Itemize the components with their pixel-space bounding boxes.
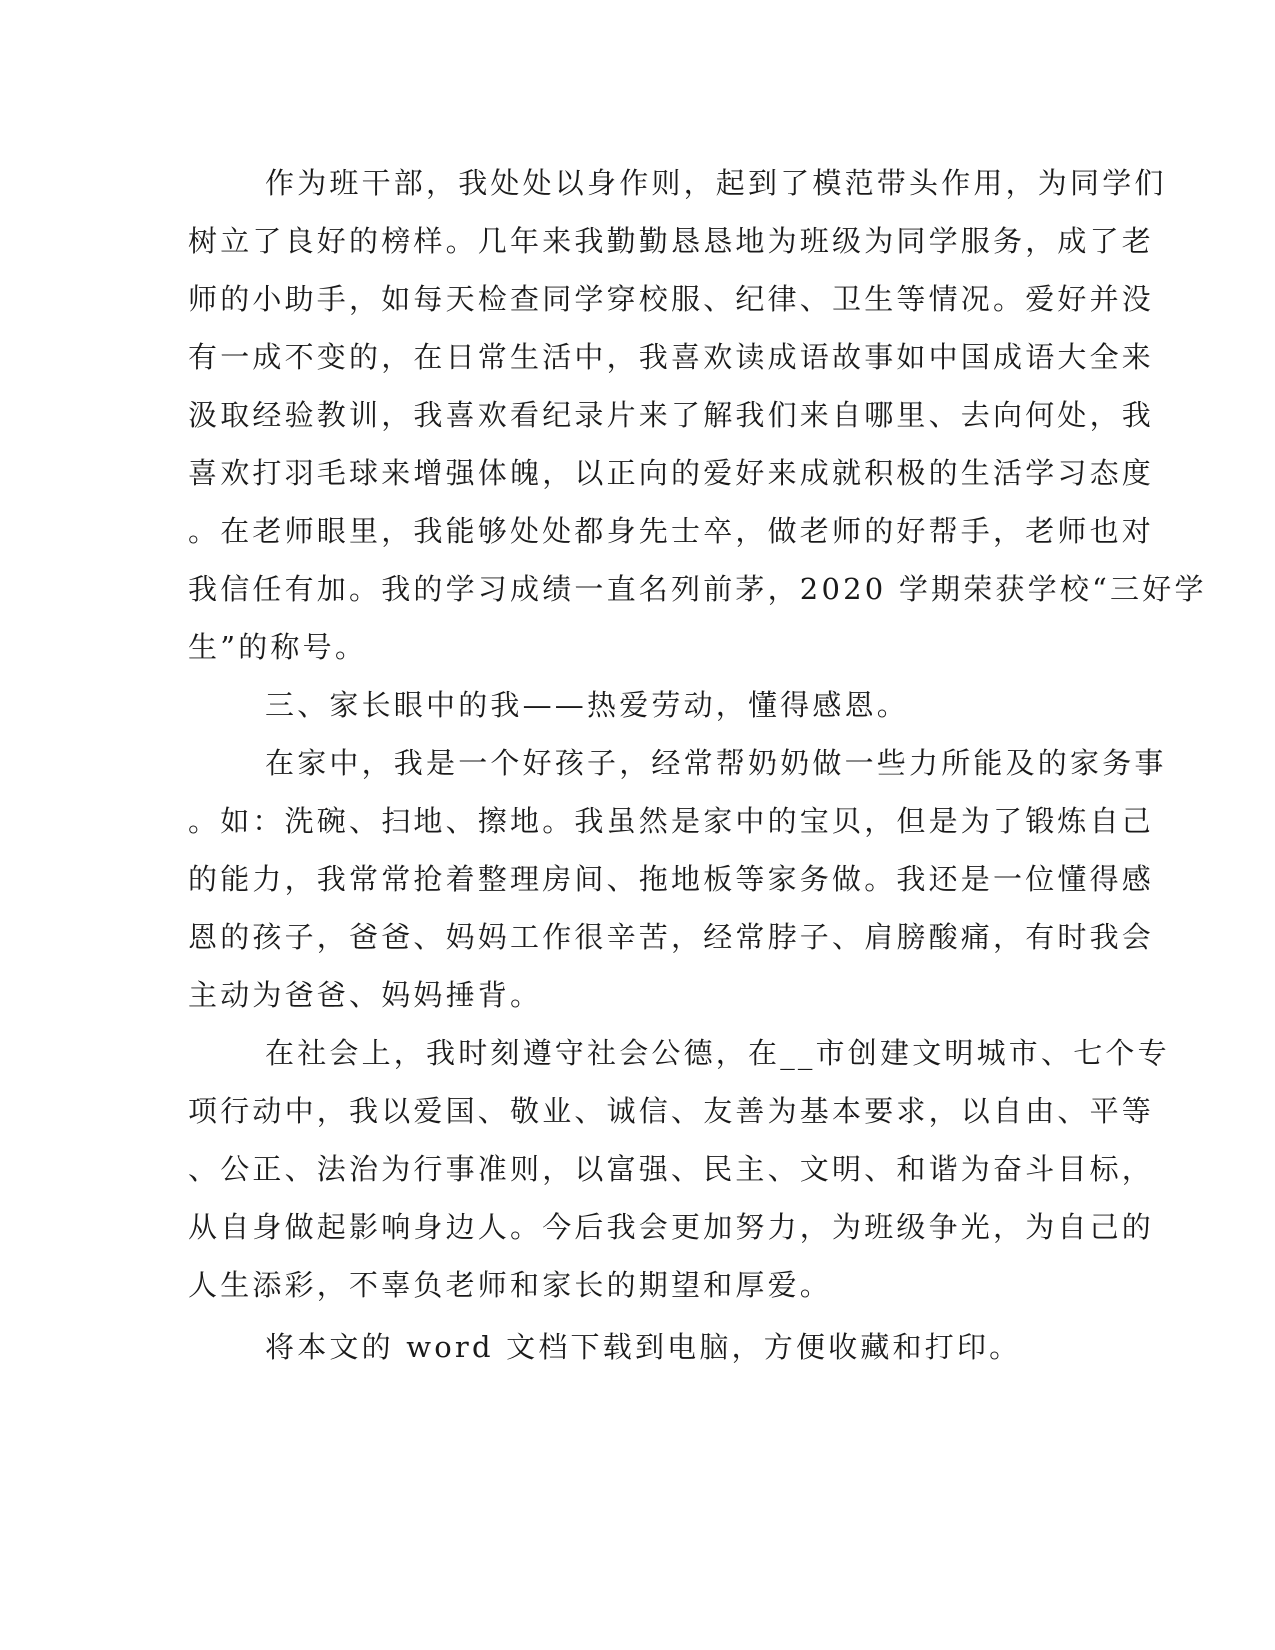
text-line: 树立了良好的榜样。几年来我勤勤恳恳地为班级为同学服务，成了老 [188, 224, 1155, 258]
text-line: 。在老师眼里，我能够处处都身先士卒，做老师的好帮手，老师也对 [188, 514, 1155, 548]
text-line: 主动为爸爸、妈妈捶背。 [188, 978, 543, 1012]
text-line: 生”的称号。 [188, 630, 368, 664]
text-line: 的能力，我常常抢着整理房间、拖地板等家务做。我还是一位懂得感 [188, 862, 1155, 896]
text-line: 汲取经验教训，我喜欢看纪录片来了解我们来自哪里、去向何处，我 [188, 398, 1155, 432]
text-line: 作为班干部，我处处以身作则，起到了模范带头作用，为同学们 [265, 166, 1167, 200]
text-line: 从自身做起影响身边人。今后我会更加努力，为班级争光，为自己的 [188, 1210, 1155, 1244]
text-line: 在家中，我是一个好孩子，经常帮奶奶做一些力所能及的家务事 [265, 746, 1167, 780]
text-line: 有一成不变的，在日常生活中，我喜欢读成语故事如中国成语大全来 [188, 340, 1155, 374]
text-line: 项行动中，我以爱国、敬业、诚信、友善为基本要求，以自由、平等 [188, 1094, 1155, 1128]
text-line: 我信任有加。我的学习成绩一直名列前茅，2020 学期荣获学校“三好学 [188, 572, 1207, 606]
text-line: 喜欢打羽毛球来增强体魄，以正向的爱好来成就积极的生活学习态度 [188, 456, 1155, 490]
text-line: 人生添彩，不辜负老师和家长的期望和厚爱。 [188, 1268, 833, 1302]
text-line: 、公正、法治为行事准则，以富强、民主、文明、和谐为奋斗目标， [188, 1152, 1155, 1186]
text-line: 在社会上，我时刻遵守社会公德，在__市创建文明城市、七个专 [265, 1036, 1170, 1070]
download-note: 将本文的 word 文档下载到电脑，方便收藏和打印。 [265, 1330, 1022, 1364]
section-heading: 三、家长眼中的我——热爱劳动，懂得感恩。 [265, 688, 910, 722]
text-line: 。如：洗碗、扫地、擦地。我虽然是家中的宝贝，但是为了锻炼自己 [188, 804, 1155, 838]
text-line: 恩的孩子，爸爸、妈妈工作很辛苦，经常脖子、肩膀酸痛，有时我会 [188, 920, 1155, 954]
text-line: 师的小助手，如每天检查同学穿校服、纪律、卫生等情况。爱好并没 [188, 282, 1155, 316]
